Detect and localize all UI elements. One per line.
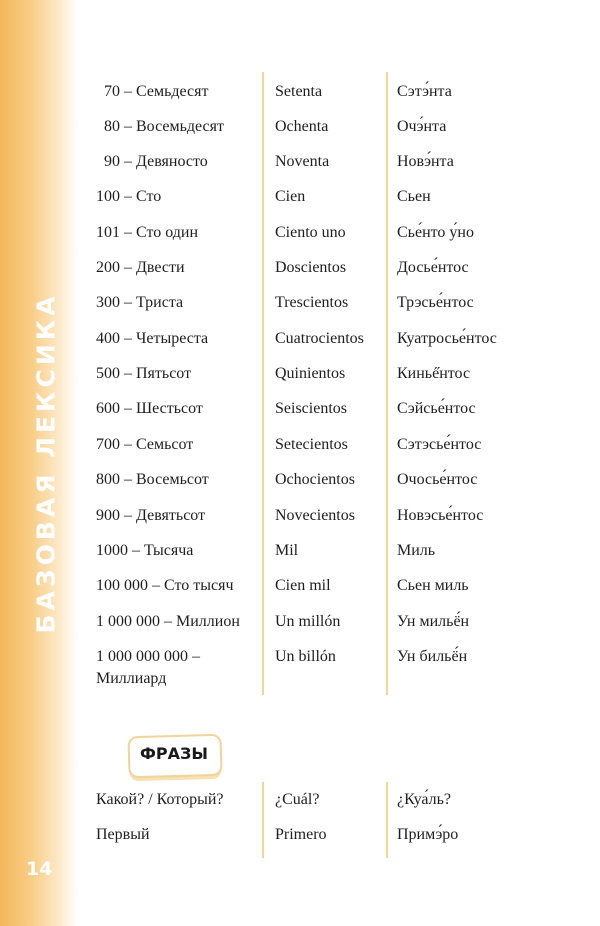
number-russian: 400 – Четыреста — [96, 330, 209, 347]
phrase-russian: Какой? / Который? — [96, 791, 224, 808]
number-transcription: Сэтэсье́нтос — [397, 436, 482, 453]
number-spanish: Cuatrocientos — [275, 330, 364, 347]
number-russian: 600 – Шестьсот — [96, 400, 203, 417]
number-transcription: Трэсье́нтос — [397, 294, 474, 311]
page-number: 14 — [26, 858, 53, 880]
number-russian: 500 – Пятьсот — [96, 365, 192, 382]
number-spanish: Ochocientos — [275, 471, 355, 488]
number-spanish: Quinientos — [275, 365, 346, 382]
number-spanish: Setenta — [275, 83, 323, 100]
number-russian: 300 – Триста — [96, 294, 184, 311]
number-russian: 101 – Сто один — [96, 224, 199, 241]
column-divider — [386, 72, 388, 695]
number-russian: 100 000 – Сто тысяч — [96, 577, 234, 594]
number-spanish: Doscientos — [275, 259, 347, 276]
number-transcription: Куатросье́нтос — [397, 330, 497, 347]
number-russian: 800 – Восемьсот — [96, 471, 209, 488]
phrase-spanish: Primero — [275, 826, 327, 843]
number-spanish: Setecientos — [275, 436, 348, 453]
number-spanish: Novecientos — [275, 507, 355, 524]
number-russian: 1000 – Тысяча — [96, 542, 194, 559]
number-spanish: Mil — [275, 542, 299, 559]
number-transcription: Сье́нто у́но — [397, 224, 474, 241]
number-transcription: Ун бильё́н — [397, 648, 468, 665]
number-russian: 80 – Восемьдесят — [104, 118, 224, 135]
number-spanish: Cien — [275, 188, 306, 205]
phrase-spanish: ¿Cuál? — [275, 791, 320, 808]
number-transcription: Ун мильё́н — [397, 613, 470, 630]
number-russian: 100 – Сто — [96, 188, 162, 205]
phrase-transcription: Примэ́ро — [397, 826, 459, 843]
number-spanish: Seiscientos — [275, 400, 347, 417]
number-spanish: Trescientos — [275, 294, 349, 311]
number-transcription: Миль — [397, 542, 436, 559]
column-divider — [262, 72, 264, 695]
number-transcription: Сьен миль — [397, 577, 469, 594]
number-russian: 700 – Семьсот — [96, 436, 194, 453]
phrase-transcription: ¿Куа́ль? — [397, 791, 451, 808]
phrases-heading: ФРАЗЫ — [140, 744, 208, 763]
number-transcription: Киньe̋нтос — [397, 365, 471, 382]
number-transcription: Досье́нтос — [397, 259, 469, 276]
number-transcription: Новэсье́нтос — [397, 507, 484, 524]
number-russian: 90 – Девяносто — [104, 153, 208, 170]
number-transcription: Очэ́нта — [397, 118, 447, 135]
number-spanish: Ciento uno — [275, 224, 346, 241]
number-russian: 200 – Двести — [96, 259, 185, 276]
number-transcription: Новэ́нта — [397, 153, 454, 170]
number-spanish: Un billón — [275, 648, 336, 665]
section-title: БАЗОВАЯ ЛЕКСИКА — [31, 292, 61, 634]
number-transcription: Сэтэ́нта — [397, 83, 452, 100]
number-russian: 900 – Девятьсот — [96, 507, 206, 524]
column-divider — [262, 782, 264, 858]
number-spanish: Un millón — [275, 613, 341, 630]
number-spanish: Cien mil — [275, 577, 331, 594]
number-transcription: Сэйсье́нтос — [397, 400, 476, 417]
number-russian: 1 000 000 000 – Миллиард — [96, 648, 200, 687]
number-russian: 1 000 000 – Миллион — [96, 613, 240, 630]
number-spanish: Noventa — [275, 153, 330, 170]
number-transcription: Очосье́нтос — [397, 471, 478, 488]
number-transcription: Сьен — [397, 188, 431, 205]
number-russian: 70 – Семьдесят — [104, 83, 209, 100]
phrase-russian: Первый — [96, 826, 150, 843]
number-spanish: Ochenta — [275, 118, 329, 135]
column-divider — [386, 782, 388, 858]
